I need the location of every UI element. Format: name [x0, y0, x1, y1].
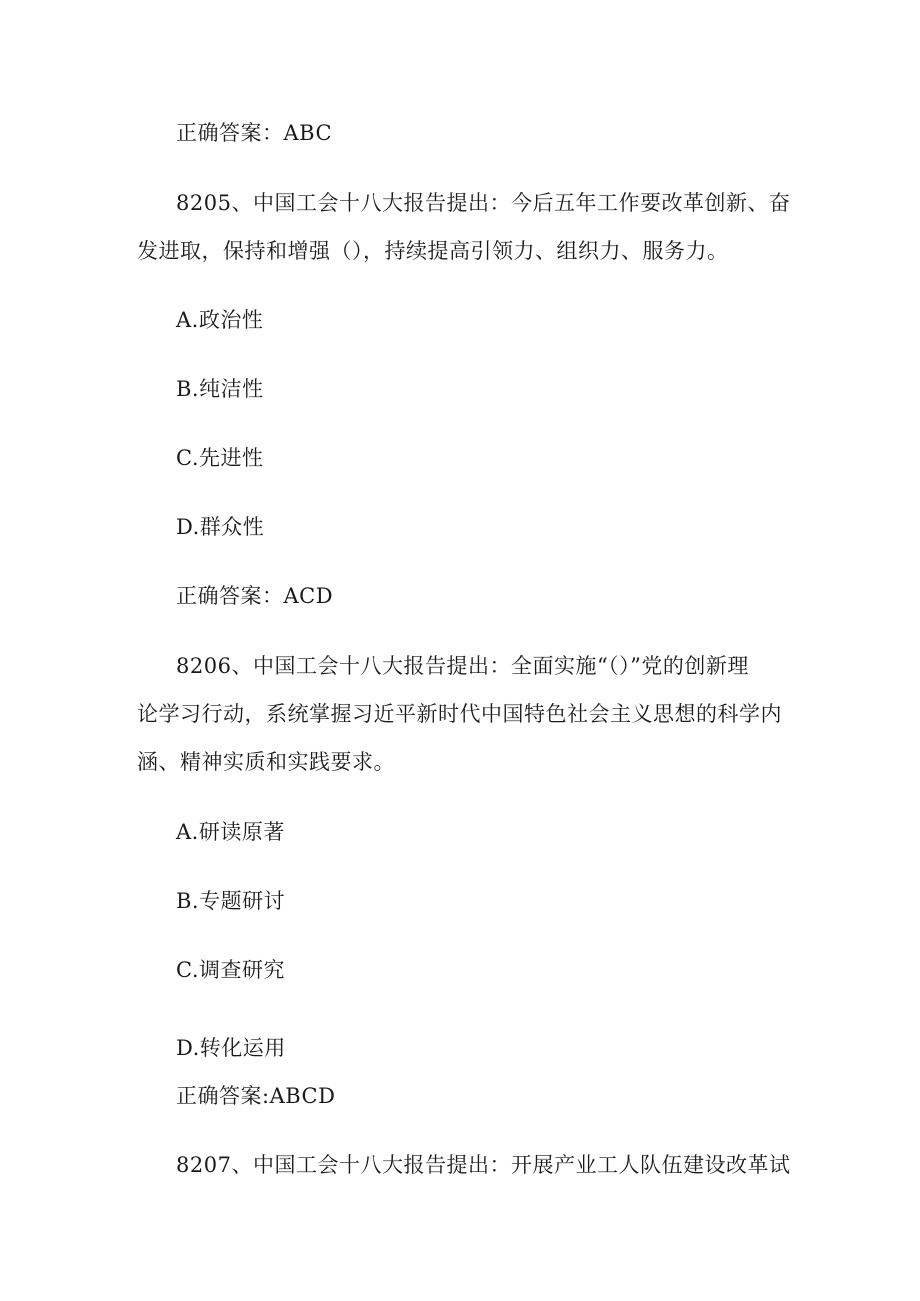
answer-8205: 正确答案：ACD [176, 584, 334, 608]
option-8205-b: B.纯洁性 [176, 377, 264, 401]
question-8206-line-2: 论学习行动，系统掌握习近平新时代中国特色社会主义思想的科学内 [137, 702, 782, 726]
option-8205-c: C.先进性 [176, 446, 264, 470]
option-8206-b: B.专题研讨 [176, 889, 286, 913]
question-8205-line-2: 发进取，保持和增强（），持续提高引领力、组织力、服务力。 [137, 239, 729, 263]
option-8205-a: A.政治性 [176, 308, 264, 332]
question-8207-line-1: 8207、中国工会十八大报告提出：开展产业工人队伍建设改革试 [176, 1153, 791, 1177]
option-8205-d: D.群众性 [176, 515, 265, 539]
option-8206-d: D.转化运用 [176, 1036, 286, 1060]
question-8206-line-1: 8206、中国工会十八大报告提出：全面实施“（）”党的创新理 [176, 654, 749, 678]
answer-8204: 正确答案：ABC [176, 121, 333, 145]
option-8206-c: C.调查研究 [176, 958, 285, 982]
option-8206-a: A.研读原著 [176, 820, 285, 844]
question-8206-line-3: 涵、精神实质和实践要求。 [137, 750, 395, 774]
answer-8206: 正确答案:ABCD [176, 1084, 336, 1108]
question-8205-line-1: 8205、中国工会十八大报告提出：今后五年工作要改革创新、奋 [176, 191, 791, 215]
